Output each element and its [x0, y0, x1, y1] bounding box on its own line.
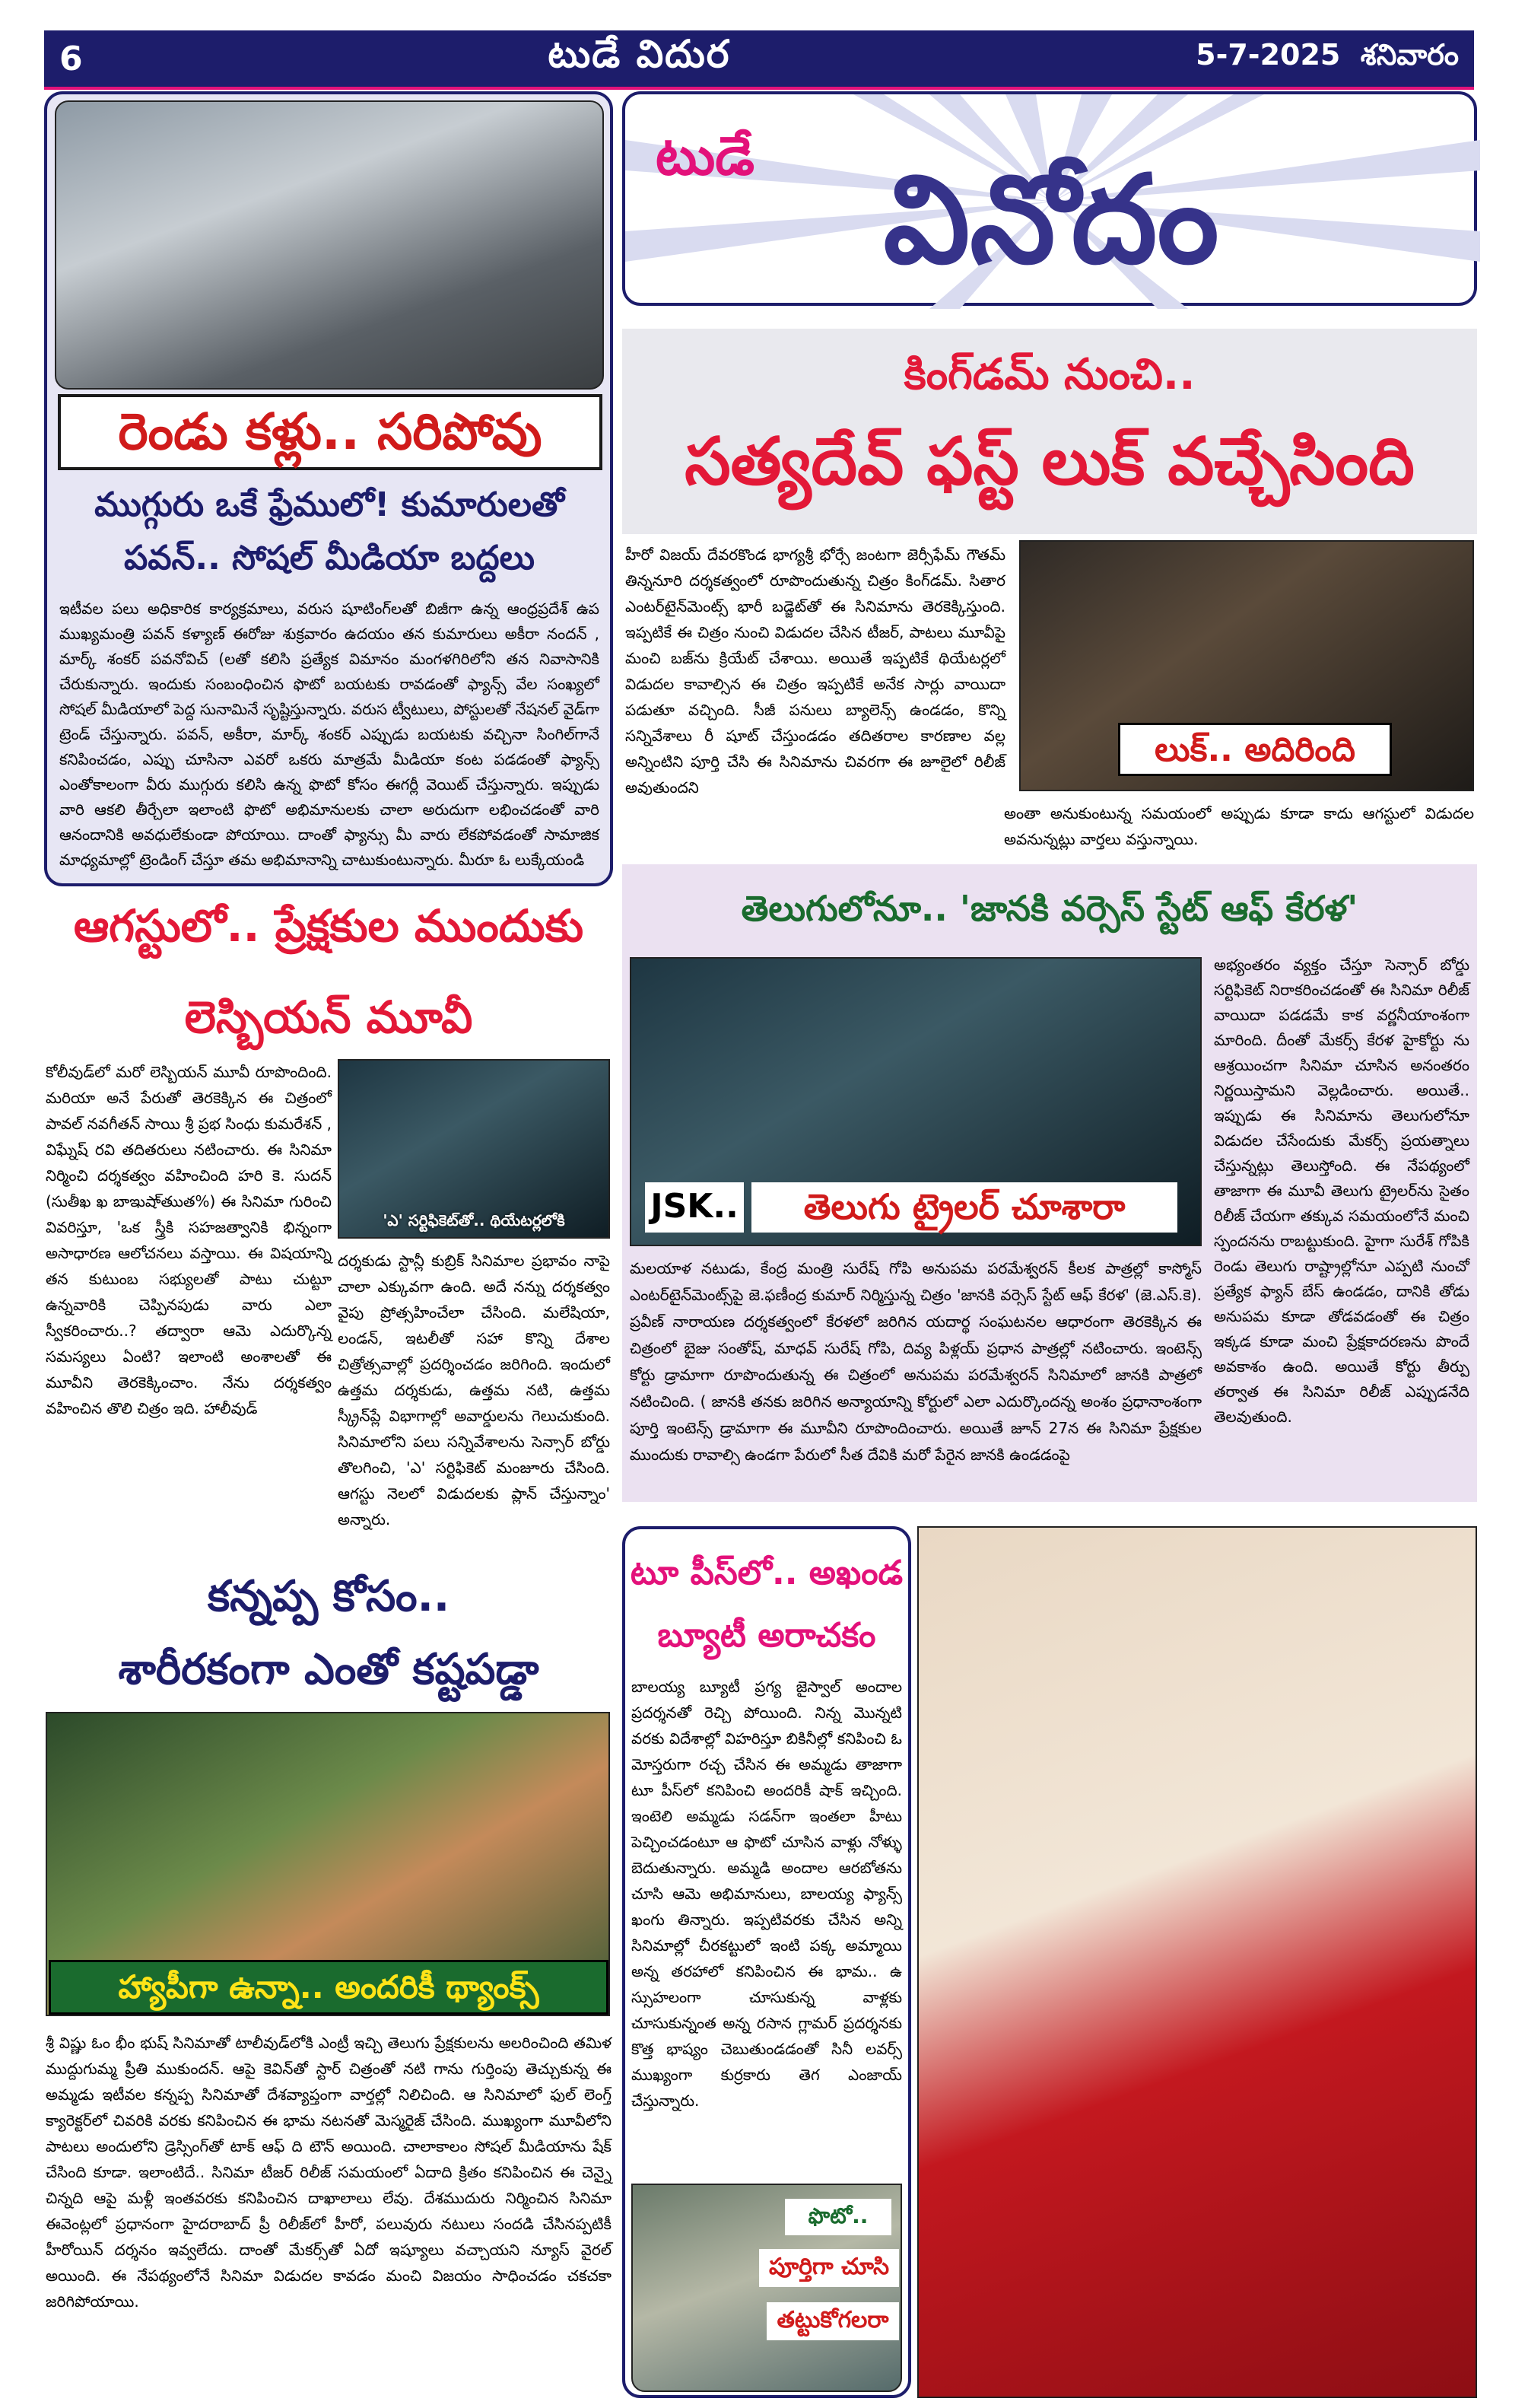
masthead-big-title: వినోదం [883, 148, 1219, 291]
story-kingdom [622, 329, 1477, 534]
story5-photo-caption: హ్యాపీగా ఉన్నా.. అందరికీ థ్యాంక్స్ [49, 1960, 608, 2015]
story3-body-a: కోలీవుడ్‌లో మరో లెస్బియన్ మూవీ రూపొందింది. మరియా అనే పేరుతో తెరకెక్కిన ఈ చిత్రంలో పావల్ నవగీతన్ సాయి శ్రీ ప్రభ సింధు కుమరేశన్ , విఘ్నేష్ రవి తదితరులు నటించారు. ఈ సినిమా నిర్మించి దర్శకత్వం వహించింది హరి కె. సుదన్ (సుతీఖ ఖ బాఇుషా్తుుత%) ఈ సినిమా గురించి వివరిస్తూ, 'ఒక స్త్రీకి సహజత్వానికి భిన్నంగా అసాధారణ ఆలోచనలు వస్తాయి. ఈ విషయాన్ని తన కుటుంబ సభ్యులతో పాటు చుట్టూ ఉన్నవారికి చెప్పినపుడు వారు ఎలా స్వీకరించారు..? తద్వారా ఆమె ఎదుర్కొన్న సమస్యలు ఏంటి? ఇలాంటి అంశాలతో ఈ మూవీని తెరకెక్కించాం. నేను దర్శకత్వం వహించిన తొలి చిత్రం ఇది. హాలీవుడ్ [46, 1063, 332, 1417]
story6-headline-2: బ్యూటీ అరాచకం [657, 1616, 876, 1655]
story6-inset-caption-1: ఫొటో.. [785, 2199, 891, 2235]
story4-headline: తెలుగులోనూ.. 'జానకి వర్సెస్ స్టేట్ ఆఫ్ కేరళ' [741, 888, 1358, 929]
story4-body-side: అభ్యంతరం వ్యక్తం చేస్తూ సెన్సార్ బోర్డు సర్టిఫికెట్ నిరాకరించడంతో ఈ సినిమా రిలీజ్ వాయిదా పడడమే కాక వర్ణనీయాంశంగా మారింది. దీంతో మేకర్స్ కేరళ హైకోర్టు ను ఆశ్రయించగా సినిమా చూసిన అనంతరం నిర్ణయిస్తామని వెల్లడించారు. అయితే.. ఇప్పుడు ఈ సినిమాను తెలుగులోనూ విడుదల చేసేందుకు మేకర్స్ ప్రయత్నాలు చేస్తున్నట్లు తెలుస్తోంది. ఈ నేపథ్యంలో తాజాగా ఈ మూవీ తెలుగు ట్రైలర్‌ను సైతం రిలీజ్ చేయగా తక్కువ సమయంలోనే మంచి స్పందనను రాబట్టుకుంది. హైగా సురేశ్ గోపికి రెండు తెలుగు రాష్ట్రాల్లోనూ ఎప్పటి నుంచో ప్రత్యేక ఫ్యాన్ బేస్ ఉండడం, దానికి తోడు అనుపమ కూడా తోడవడంతో ఈ చిత్రం ఇక్కడ కూడా మంచి ప్రేక్షకాదరణను పొందే అవకాశం ఉంది. అయితే కోర్టు తీర్పు తర్వాత ఈ సినిమా రిలీజ్ ఎప్పుడనేది తెలవుతుంది. [1214, 956, 1469, 1426]
story2-photo-caption: లుక్.. అదిరింది [1118, 723, 1392, 776]
weekday: శనివారం [1360, 38, 1459, 72]
story1-headline-2: పవన్.. సోషల్ మీడియా బద్దలు [123, 539, 535, 577]
section-masthead [622, 91, 1477, 306]
story4-photo-badge: JSK.. [645, 1182, 744, 1233]
story3-photo-caption: 'ఎ' సర్టిఫికెట్‌తో.. థియేటర్లలోకి [383, 1211, 565, 1229]
issue-date [1196, 38, 1459, 79]
story5-headline-2: శారీరకంగా ఎంతో కష్టపడ్డా [118, 1645, 539, 1694]
masthead-small-title: టుడే [656, 125, 755, 187]
story6-body: బాలయ్య బ్యూటీ ప్రగ్య జైస్వాల్ అందాల ప్రదర్శనతో రెచ్చి పోయింది. నిన్న మొన్నటి వరకు విదేశాల్లో విహరిస్తూ బికినీల్లో కనిపించి ఓ మోస్తరుగా రచ్చ చేసిన ఈ అమ్మడు తాజాగా టూ పీస్‌లో కనిపించి అందరికీ షాక్ ఇచ్చింది. ఇంటెలి అమ్మడు సడన్‌గా ఇంతలా హీటు పెచ్చించడంటూ ఆ ఫొటో చూసిన వాళ్లు నోళ్ళు బెదుతున్నారు. అమ్మడి అందాల ఆరబోతను చూసి ఆమె అభిమానులు, బాలయ్య ఫ్యాన్స్ ఖంగు తిన్నారు. ఇప్పటివరకు చేసిన అన్ని సినిమాల్లో చీరకట్టులో ఇంటి పక్క అమ్మాయి అన్న తరహాలో కనిపించిన ఈ భామ.. ఉ స్సుహలంగా చూసుకున్న వాళ్లకు చూసుకున్నంత అన్న రసాన గ్లామర్ ప్రదర్శనకు కొత్త భాష్యం చెబుతుండడంతో సినీ లవర్స్ ముఖ్యంగా కుర్రకారు తెగ ఎంజాయ్ చేస్తున్నారు. [631, 1678, 902, 2110]
story3-headline-2: లెస్బియన్ మూవీ [184, 991, 473, 1043]
story5-body: శ్రీ విష్ణు ఓం భీం భుష్ సినిమాతో టాలీవుడ్‌లోకి ఎంట్రీ ఇచ్చి తెలుగు ప్రేక్షకులను అలరించింది తమిళ ముద్దుగుమ్మ ప్రీతి ముకుందన్. ఆపై కెవిన్‌తో స్టార్ చిత్రంతో నటి గాను గుర్తింపు తెచ్చుకున్న ఈ అమ్మడు ఇటీవల కన్నప్ప సినిమాతో దేశవ్యాప్తంగా వార్తల్లో నిలిచింది. ఆ సినిమాలో ఫుల్ లెంగ్త్ క్యారెక్టర్‌లో చివరికి వరకు కనిపించిన ఈ భామ నటనతో మెస్మరైజ్ చేసింది. ముఖ్యంగా మూవీలోని పాటలు అందులోని డ్రెస్సింగ్‌తో టాక్ ఆఫ్ ది టౌన్ అయింది. చాలాకాలం సోషల్ మీడియాను షేక్ చేసింది కూడా. ఇలాంటిదే.. సినిమా టీజర్ రిలీజ్ సమయంలో ఏదాది క్రితం కనిపించిన ఈ చెన్నై చిన్నది ఆపై మళ్లీ ఇంతవరకు కనిపించిన దాఖాలాలు లేవు. దేశముదురు నిర్మించిన సినిమా ఈవెంట్లలో ప్రధానంగా హైదరాబాద్ ప్రీ రిలీజ్‌లో హీరో, పలువురు నటులు సందడి చేసినప్పటికీ హీరోయిన్ దర్శనం ఇవ్వలేదు. దాంతో మేకర్స్‌తో ఏదో ఇష్యూలు వచ్చాయని న్యూస్ వైరల్ అయింది. ఈ నేపథ్యంలోనే సినిమా విడుదల కావడం మంచి విజయం సాధించడం చకచకా జరిగిపోయాయి. [46, 2034, 612, 2311]
story4-body-bottom: మలయాళ నటుడు, కేంద్ర మంత్రి సురేష్ గోపి అనుపమ పరమేశ్వరన్ కీలక పాత్రల్లో కాస్మోస్ ఎంటర్‌టైన్‌మెంట్స్‌పై జె.ఫణీంద్ర కుమార్ నిర్మిస్తున్న చిత్రం 'జానకి వర్సెస్ స్టేట్ ఆఫ్ కేరళ' (జె.ఎస్.కె). ప్రవీణ్ నారాయణ దర్శకత్వంలో కేరళలో జరిగిన యదార్థ సంఘటనల ఆధారంగా తెరకెక్కిన ఈ చిత్రంలో బైజు సంతోష్, మాధవ్ సురేష్ గోపి, దివ్య పిళ్లయ్ ప్రధాన పాత్రల్లో నటించారు. ఇంటెన్స్ కోర్టు డ్రామాగా రూపొందుతున్న ఈ చిత్రంలో అనుపమ పరమేశ్వరన్ సినిమాలో జానకి పాత్రలో నటించింది. ( జానకి తనకు జరిగిన అన్యాయాన్ని కోర్టులో ఎలా ఎదుర్కొందన్న అంశం ప్రధానాంశంగా పూర్తి ఇంటెన్స్ డ్రామాగా ఈ మూవీని రూపొందించారు. అయితే జూన్ 27న ఈ సినిమా ప్రేక్షకుల ముందుకు రావాల్సి ఉండగా పేరులో సీత దేవికి మరో పేరైన జానకి ఉండడంపై [630, 1259, 1202, 1464]
madhuri-photo [917, 1526, 1477, 2398]
story-pawan [44, 91, 613, 886]
story-akhanda [622, 1526, 911, 2398]
page-number: 6 [59, 39, 83, 78]
pawan-photo [55, 100, 604, 390]
story2-body: హీరో విజయ్ దేవరకొండ భాగ్యశ్రీ భోర్సే జంటగా జెర్సీఫేమ్ గౌతమ్ తిన్ననూరి దర్శకత్వంలో రూపొందుతున్న చిత్రం కింగ్‌డమ్. సితార ఎంటర్‌టైన్‌మెంట్స్‌ భారీ బడ్జెట్‌తో ఈ సినిమాను తెరకెక్కిస్తుంది. ఇప్పటికే ఈ చిత్రం నుంచి విడుదల చేసిన టీజర్, పాటలు మూవీపై మంచి బజ్‌ను క్రియేట్ చేశాయి. అయితే ఇప్పటికే థియేటర్లలో విడుదల కావాల్సిన ఈ చిత్రం ఇప్పటికే అనేక సార్లు వాయిదా పడుతూ వచ్చింది. సీజీ పనులు బ్యాలెన్స్ ఉండడం, కొన్ని సన్నివేశాలు రీ షూట్ చేస్తుండడం తదితరాల కారణాల వల్ల అన్నింటిని పూర్తి చేసి ఈ సినిమాను చివరగా ఈ జూలైలో రిలీజ్ అవుతుందని [625, 546, 1005, 797]
story1-body: ఇటీవల పలు అధికారిక కార్యక్రమాలు, వరుస షూటింగ్‌లతో బిజీగా ఉన్న ఆంధ్రప్రదేశ్ ఉప ముఖ్యమంత్రి పవన్ కళ్యాణ్ ఈరోజు శుక్రవారం ఉదయం తన కుమారులు అకీరా నందన్ , మార్క్ శంకర్ పవనోవిచ్ (లతో కలిసి ప్రత్యేక విమానం మంగళగిరిలోని తన నివాసానికి చేరుకున్నారు. ఇందుకు సంబంధించిన ఫొటో బయటకు రావడంతో ఫ్యాన్స్ వేల సంఖ్యలో సోషల్ మీడియాలో పెద్ద సునామినే సృష్టిస్తున్నారు. వరుస ట్వీటులు, పోస్టులతో నేషనల్ వైడ్‌గా ట్రెండ్ చేస్తున్నారు. పవన్, అకీరా, మార్క్ శంకర్ ఎప్పుడు బయటకు వచ్చినా సింగిల్‌గానే కనిపించడం, ఎప్పు చూసినా ఎవరో ఒకరు మాత్రమే మీడియా కంట పడడంతో ఫ్యాన్స్ ఎంతోకాలంగా వీరు ముగ్గురు కలిసి ఉన్న ఫొటో కోసం ఈగర్లీ వెయిట్ చేస్తున్నారు. ఇప్పుడు వారి ఆకలి తీర్చేలా ఇలాంటి ఫొటో అభిమానులకు చాలా అరుదుగా లభించడంతో వారి ఆనందానికి అవధులేకుండా పోయాయి. దాంతో ఫ్యాన్సు మీ వారు లేకపోవడంతో సామాజిక మాధ్యమాల్లో ట్రెండింగ్ చేస్తూ తమ అభిమానాన్ని చాటుకుంటున్నారు. మీరూ ఓ లుక్కేయండి [59, 600, 599, 869]
date-value: 5-7-2025 [1196, 38, 1341, 72]
page-header [44, 30, 1474, 90]
story3-headline-1: ఆగస్టులో.. ప్రేక్షకుల ముందుకు [73, 900, 584, 952]
story6-headline-1: టూ పీస్‌లో.. అఖండ [630, 1554, 904, 1592]
story1-overlay-headline: రెండు కళ్లు.. సరిపోవు [58, 394, 602, 470]
story-jsk [622, 864, 1477, 1502]
story6-inset-caption-3: తట్టుకోగలరా [767, 2302, 899, 2340]
story5-headline-1: కన్నప్ప కోసం.. [207, 1572, 450, 1621]
story6-inset-caption-2: పూర్తిగా చూసి [759, 2249, 899, 2287]
story4-photo-caption: తెలుగు ట్రైలర్ చూశారా [751, 1182, 1177, 1233]
story1-headline-1: ముగ్గురు ఒకే ఫ్రేములో! కుమారులతో [94, 485, 564, 524]
story3-body-b: దర్శకుడు స్టాన్లీ కుబ్రిక్ సినిమాల ప్రభావం నాపై చాలా ఎక్కువగా ఉంది. అదే నన్ను దర్శకత్వం వైపు ప్రోత్సహించేలా చేసింది. మలేషియా, లండన్, ఇటలీతో సహా కొన్ని దేశాల చిత్రోత్సవాల్లో ప్రదర్శించడం జరిగింది. ఇందులో ఉత్తమ దర్శకుడు, ఉత్తమ నటి, ఉత్తమ స్క్రీన్‌ప్లే విభాగాల్లో అవార్డులను గెలుచుకుంది. సినిమాలోని పలు సన్నివేశాలను సెన్సార్ బోర్డు తొలగించి, 'ఎ' సర్టిఫికెట్ మంజూరు చేసింది. ఆగస్టు నెలలో విడుదలకు ప్లాన్ చేస్తున్నాం' అన్నారు. [338, 1252, 610, 1528]
story2-headline: సత్యదేవ్ ఫస్ట్ లుక్ వచ్చేసింది [685, 424, 1415, 500]
newspaper-name: టుడే విదుర [548, 31, 731, 76]
story2-kicker: కింగ్‌డమ్ నుంచి.. [904, 350, 1196, 399]
story2-body-end: అంతా అనుకుంటున్న సమయంలో అప్పుడు కూడా కాదు ఆగస్టులో విడుదల అవనున్నట్లు వార్తలు వస్తున్నాయి. [1004, 804, 1474, 848]
